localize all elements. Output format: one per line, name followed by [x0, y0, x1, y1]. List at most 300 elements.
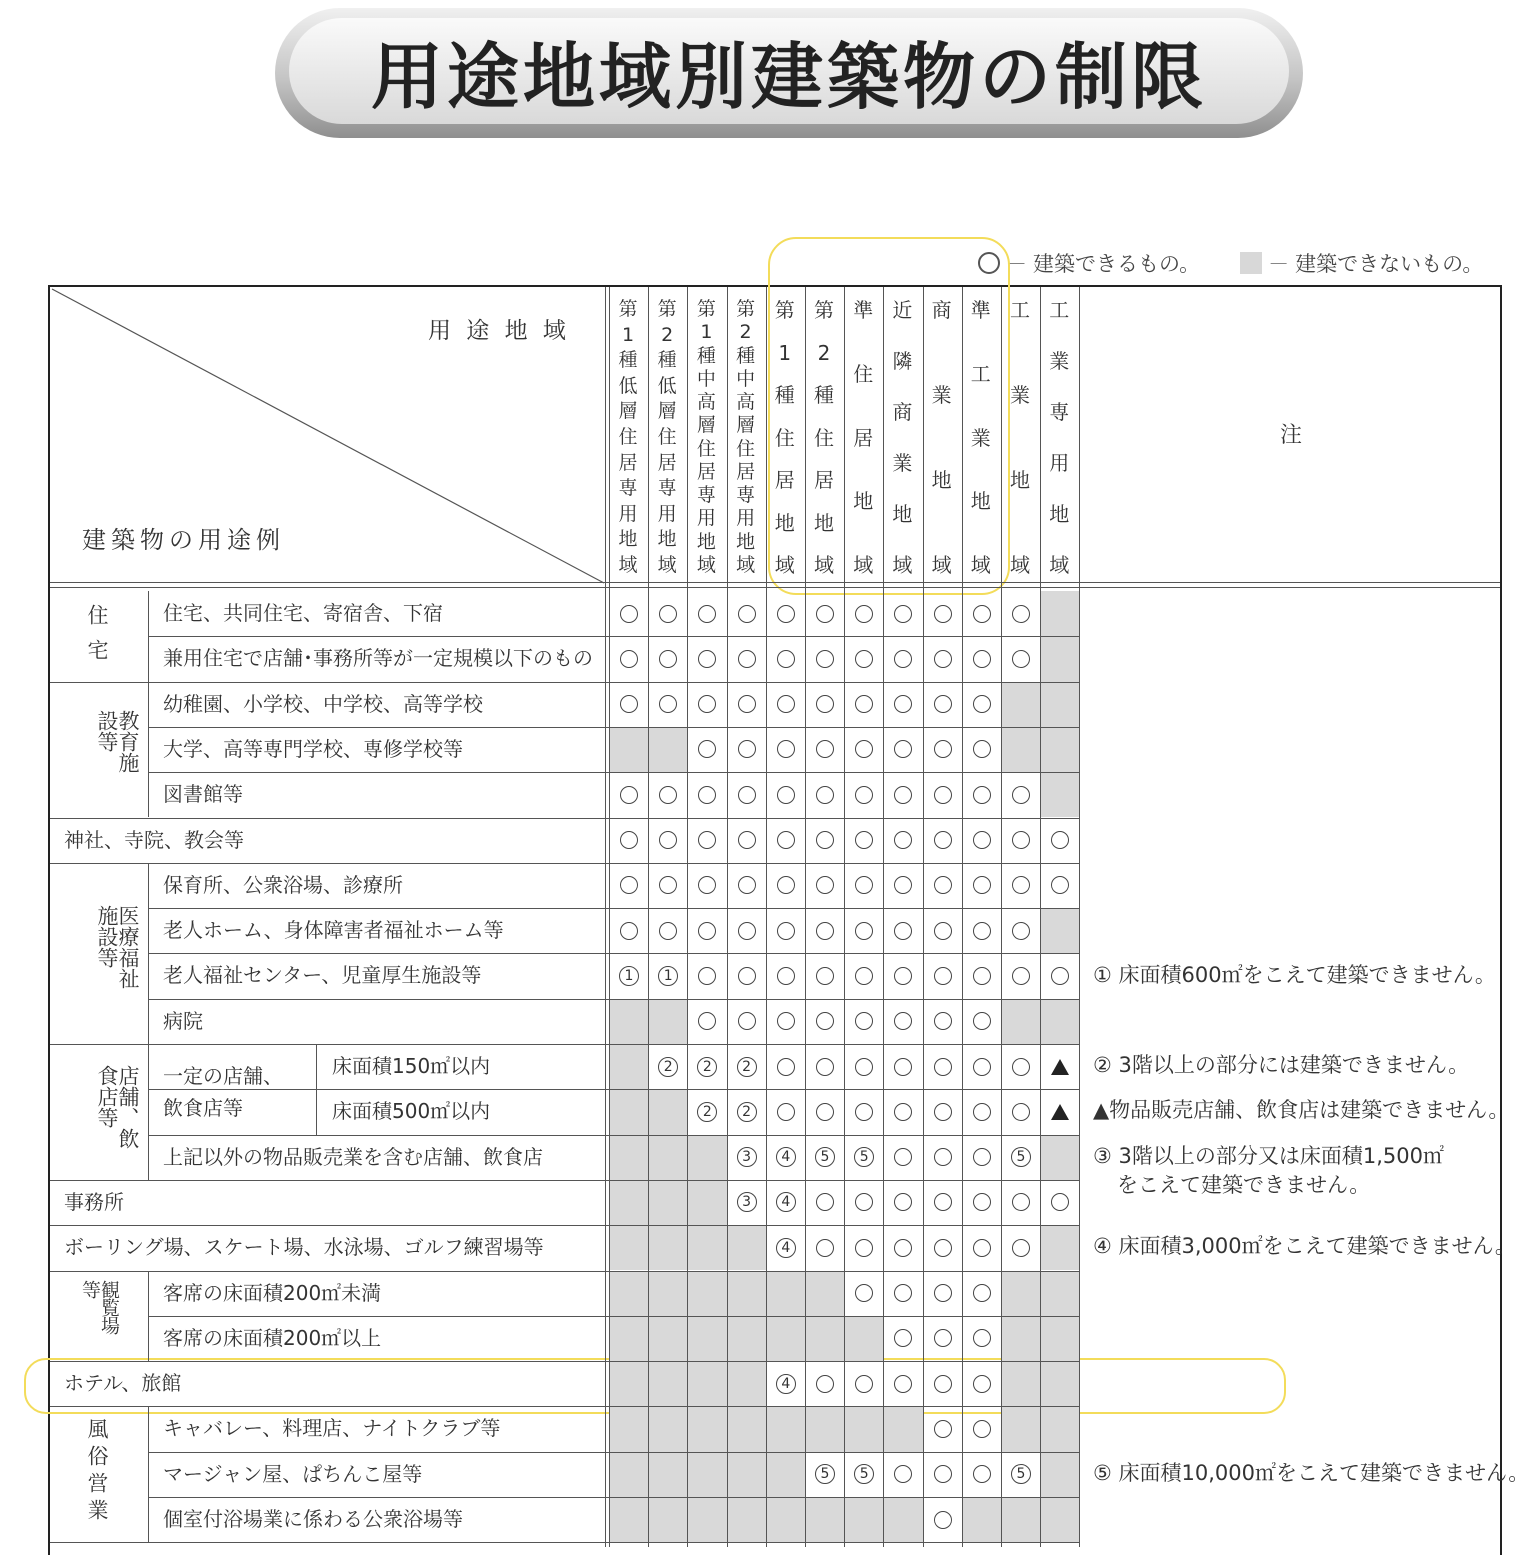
circle-icon: [973, 1465, 991, 1483]
circle-icon: [816, 740, 834, 758]
circle-icon: [698, 786, 716, 804]
numbered-circle-icon: 5: [815, 1464, 835, 1484]
restricted-cell: [1040, 682, 1079, 727]
zone-header-8: [883, 300, 921, 575]
circle-icon: [816, 1193, 834, 1211]
zone-header-char: 地: [618, 528, 638, 551]
circle-icon: [934, 1465, 952, 1483]
circle-icon: [894, 967, 912, 985]
circle-icon: [973, 1329, 991, 1347]
permitted-mark: [962, 636, 1002, 681]
permitted-mark: [766, 999, 806, 1044]
note-2: ② 3階以上の部分には建築できません。: [1093, 1053, 1470, 1077]
zone-header-char: 工: [1010, 298, 1030, 322]
zone-header-char: 地: [814, 510, 834, 535]
group-divider: [148, 863, 149, 1044]
circle-icon: [659, 786, 677, 804]
zone-header-char: 層: [618, 400, 638, 423]
circle-icon: [620, 876, 638, 894]
circle-icon: [934, 1329, 952, 1347]
restricted-cell: [609, 1225, 648, 1270]
restricted-cell: [609, 999, 648, 1044]
zone-header-char: 域: [774, 553, 795, 577]
circle-icon: [659, 831, 677, 849]
condition-mark-2: [727, 1044, 767, 1089]
row-label: 病院: [163, 1008, 203, 1033]
permitted-mark: [883, 772, 923, 817]
restricted-cell: [687, 1497, 726, 1542]
permitted-mark: [923, 772, 963, 817]
permitted-mark: [609, 818, 649, 863]
restricted-cell: [766, 1406, 805, 1451]
circle-icon: [855, 786, 873, 804]
permitted-mark: [844, 772, 884, 817]
restricted-cell: [609, 1271, 648, 1316]
circle-icon: [934, 967, 952, 985]
circle-icon: [855, 1239, 873, 1257]
permitted-mark: [883, 818, 923, 863]
permitted-mark: [727, 772, 767, 817]
zone-header-char: 地: [696, 530, 716, 553]
row-label: 保育所、公衆浴場、診療所: [163, 872, 403, 897]
restricted-cell: [648, 1180, 687, 1225]
zone-header-char: 第: [814, 298, 834, 322]
permitted-mark: [727, 591, 767, 636]
circle-icon: [816, 922, 834, 940]
zone-header-char: 居: [853, 425, 874, 450]
permitted-mark: [923, 1497, 963, 1542]
circle-icon: [816, 1375, 834, 1393]
permitted-mark: [687, 591, 727, 636]
restricted-cell: [609, 1089, 648, 1134]
zone-header-char: 業: [931, 383, 952, 407]
row-label: 客席の床面積200㎡以上: [163, 1325, 382, 1350]
restricted-cell: [766, 1452, 805, 1497]
permitted-mark: [844, 818, 884, 863]
restricted-cell: [1001, 1497, 1040, 1542]
restricted-cell: [1040, 908, 1079, 953]
permitted-mark: [844, 1089, 884, 1134]
zone-header-char: 低: [657, 374, 677, 397]
restricted-cell: [727, 1406, 766, 1451]
note-5: をこえて建築できません。: [1117, 1173, 1371, 1197]
circle-icon: [738, 740, 756, 758]
row-divider: [50, 1542, 1079, 1543]
group-divider: [148, 591, 149, 682]
row-label: 上記以外の物品販売業を含む店舗、飲食店: [163, 1144, 543, 1169]
restricted-cell: [1040, 772, 1079, 817]
circle-icon: [698, 967, 716, 985]
restricted-cell: [609, 1406, 648, 1451]
circle-icon: [816, 1058, 834, 1076]
permitted-mark: [687, 999, 727, 1044]
circle-icon: [659, 876, 677, 894]
permitted-mark: [923, 682, 963, 727]
note-7: ⑤ 床面積10,000㎡をこえて建築できません。: [1093, 1461, 1530, 1485]
circle-icon: [973, 876, 991, 894]
condition-mark-2: [648, 1044, 688, 1089]
circle-icon: [894, 695, 912, 713]
zone-header-char: 域: [657, 553, 677, 576]
restricted-cell: [1001, 1316, 1040, 1361]
restricted-cell: [883, 1406, 922, 1451]
circle-icon: [934, 1284, 952, 1302]
triangle-icon: [1051, 1104, 1069, 1120]
zone-header-char: 種: [736, 344, 756, 367]
zone-header-char: 居: [618, 451, 638, 474]
circle-icon: [934, 605, 952, 623]
zone-header-char: 域: [814, 553, 834, 577]
zone-header-char: 住: [696, 437, 716, 460]
circle-icon: [738, 967, 756, 985]
permitted-mark: [883, 1180, 923, 1225]
permitted-mark: [766, 908, 806, 953]
permitted-mark: [727, 908, 767, 953]
permitted-mark: [648, 772, 688, 817]
zone-header-char: 域: [696, 553, 716, 576]
permitted-mark: [1040, 818, 1080, 863]
zone-header-char: 種: [657, 349, 677, 372]
zone-header-char: 域: [853, 553, 874, 577]
circle-icon: [973, 786, 991, 804]
condition-mark-4: [766, 1180, 806, 1225]
restricted-cell: [883, 1497, 922, 1542]
permitted-mark: [962, 863, 1002, 908]
restricted-cell: [1040, 1225, 1079, 1270]
circle-icon: [973, 1239, 991, 1257]
permitted-mark: [687, 727, 727, 772]
permitted-mark: [648, 908, 688, 953]
circle-icon: [855, 1375, 873, 1393]
restricted-cell: [609, 1316, 648, 1361]
circle-icon: [816, 786, 834, 804]
permitted-mark: [687, 636, 727, 681]
permitted-mark: [883, 1271, 923, 1316]
restricted-cell: [727, 1361, 766, 1406]
zone-header-char: 用: [696, 507, 716, 530]
permitted-mark: [805, 636, 845, 681]
zone-header-char: 居: [657, 451, 677, 474]
restricted-cell: [1040, 591, 1079, 636]
circle-icon: [973, 695, 991, 713]
circle-icon: [855, 1103, 873, 1121]
zone-header-char: 地: [657, 528, 677, 551]
restricted-cell: [648, 727, 687, 772]
restricted-cell: [727, 1452, 766, 1497]
circle-icon: [1012, 922, 1030, 940]
zone-header-char: 専: [1049, 400, 1070, 424]
permitted-mark: [962, 591, 1002, 636]
circle-icon: [777, 740, 795, 758]
restricted-cell: [648, 1225, 687, 1270]
circle-icon: [816, 650, 834, 668]
use-header-label: 建築物の用途例: [82, 526, 285, 554]
restricted-cell: [844, 1316, 883, 1361]
circle-icon: [855, 1012, 873, 1030]
circle-icon: [934, 1103, 952, 1121]
permitted-mark: [727, 863, 767, 908]
zone-header-char: 第: [736, 298, 756, 320]
zone-header-char: 住: [736, 437, 756, 460]
zone-header-char: 域: [892, 553, 913, 577]
circle-icon: [973, 1284, 991, 1302]
permitted-mark: [962, 1452, 1002, 1497]
circle-icon: [738, 831, 756, 849]
zone-header-char: 居: [774, 468, 795, 492]
permitted-mark: [923, 1225, 963, 1270]
zone-header-char: 第: [774, 298, 795, 322]
circle-icon: [1051, 1193, 1069, 1211]
permitted-mark: [1001, 1225, 1041, 1270]
circle-icon: [738, 786, 756, 804]
permitted-mark: [1001, 591, 1041, 636]
permitted-mark: [609, 863, 649, 908]
circle-icon: [777, 1103, 795, 1121]
permitted-mark: [805, 1361, 845, 1406]
permitted-mark: [923, 1044, 963, 1089]
note-4: ③ 3階以上の部分又は床面積1,500㎡: [1093, 1144, 1444, 1168]
legend-dash: －: [1006, 252, 1027, 276]
circle-icon: [738, 922, 756, 940]
permitted-mark: [883, 1361, 923, 1406]
zone-header-char: 第: [696, 298, 716, 320]
permitted-mark: [844, 1225, 884, 1270]
zone-header-char: 専: [618, 477, 638, 500]
circle-icon: [777, 876, 795, 894]
row-label: 個室付浴場業に係わる公衆浴場等: [163, 1507, 463, 1531]
permitted-mark: [687, 772, 727, 817]
circle-icon: [816, 695, 834, 713]
circle-icon: [934, 1420, 952, 1438]
restricted-cell: [687, 1316, 726, 1361]
zone-header-char: 業: [892, 451, 913, 475]
permitted-mark: [805, 591, 845, 636]
numbered-circle-icon: 4: [776, 1238, 796, 1258]
circle-icon: [777, 650, 795, 668]
note-6: ④ 床面積3,000㎡をこえて建築できません。: [1093, 1234, 1516, 1258]
zone-header-11: [1001, 300, 1039, 575]
permitted-mark: [883, 999, 923, 1044]
condition-mark-5: [805, 1135, 845, 1180]
numbered-circle-icon: 2: [697, 1057, 717, 1077]
permitted-mark: [883, 727, 923, 772]
permitted-mark: [923, 1452, 963, 1497]
zone-header-char: 住: [657, 425, 677, 448]
circle-icon: [698, 740, 716, 758]
circle-icon: [816, 605, 834, 623]
circle-icon: [973, 1058, 991, 1076]
zone-header-label: 用 途 地 域: [428, 318, 570, 344]
restricted-cell: [727, 1225, 766, 1270]
permitted-mark: [883, 1135, 923, 1180]
group-divider: [148, 1271, 149, 1362]
row-label: 事務所: [64, 1189, 124, 1214]
zone-header-char: 域: [736, 553, 756, 576]
restricted-cell: [648, 1361, 687, 1406]
restricted-cell: [687, 1271, 726, 1316]
permitted-mark: [962, 1180, 1002, 1225]
zone-header-char: 居: [736, 460, 756, 483]
permitted-mark: [1040, 1180, 1080, 1225]
circle-icon: [738, 1012, 756, 1030]
circle-icon: [894, 786, 912, 804]
circle-icon: [894, 605, 912, 623]
permitted-mark: [883, 1044, 923, 1089]
row-label: ホテル、旅館: [64, 1371, 182, 1396]
restricted-cell: [687, 1452, 726, 1497]
circle-icon: [934, 1239, 952, 1257]
zone-header-char: 1: [621, 323, 635, 346]
circle-icon: [855, 876, 873, 894]
restricted-cell: [1040, 1497, 1079, 1542]
circle-icon: [973, 831, 991, 849]
circle-icon: [659, 650, 677, 668]
condition-mark-3: [727, 1180, 767, 1225]
circle-icon: [894, 1329, 912, 1347]
permitted-mark: [962, 1406, 1002, 1451]
restricted-cell: [609, 1180, 648, 1225]
restricted-cell: [1001, 999, 1040, 1044]
permitted-mark: [687, 818, 727, 863]
circle-icon: [894, 1375, 912, 1393]
permitted-mark: [609, 908, 649, 953]
zone-header-char: 専: [696, 484, 716, 507]
circle-icon: [698, 605, 716, 623]
zone-header-char: 住: [774, 425, 795, 450]
row-label: 老人福祉センター、児童厚生施設等: [163, 963, 482, 988]
group-divider: [148, 682, 149, 818]
permitted-mark: [844, 636, 884, 681]
restricted-cell: [609, 1135, 648, 1180]
numbered-circle-icon: 2: [697, 1102, 717, 1122]
circle-icon: [620, 922, 638, 940]
zone-header-1: [609, 300, 647, 575]
permitted-mark: [923, 1271, 963, 1316]
zone-header-char: 準: [970, 298, 991, 322]
column-divider: [605, 287, 606, 1547]
permitted-mark: [805, 818, 845, 863]
permitted-mark: [844, 591, 884, 636]
condition-mark-4: [766, 1135, 806, 1180]
circle-icon: [973, 1193, 991, 1211]
numbered-circle-icon: 5: [854, 1464, 874, 1484]
restricted-cell: [1001, 1271, 1040, 1316]
circle-icon: [973, 605, 991, 623]
permitted-mark: [923, 818, 963, 863]
permitted-mark: [962, 682, 1002, 727]
permitted-mark: [883, 1452, 923, 1497]
restricted-cell: [1040, 1316, 1079, 1361]
zone-header-char: 域: [618, 553, 638, 576]
permitted-mark: [1001, 772, 1041, 817]
zone-header-3: [687, 300, 725, 575]
zone-header-char: 地: [931, 468, 952, 492]
restricted-cell: [766, 1271, 805, 1316]
circle-icon: [620, 605, 638, 623]
zone-header-2: [648, 300, 686, 575]
permitted-mark: [648, 863, 688, 908]
header-rule: [50, 587, 1500, 588]
restricted-cell: [805, 1406, 844, 1451]
permitted-mark: [727, 999, 767, 1044]
numbered-circle-icon: 2: [737, 1057, 757, 1077]
numbered-circle-icon: 5: [1011, 1147, 1031, 1167]
circle-icon: [816, 1239, 834, 1257]
zone-header-char: 専: [736, 484, 756, 507]
permitted-mark: [923, 1406, 963, 1451]
restricted-cell: [1040, 727, 1079, 772]
circle-icon: [973, 740, 991, 758]
permitted-mark: [766, 818, 806, 863]
permitted-mark: [962, 1089, 1002, 1134]
permitted-mark: [923, 591, 963, 636]
zone-header-char: 高: [696, 391, 716, 414]
permitted-mark: [1001, 1180, 1041, 1225]
permitted-mark: [687, 908, 727, 953]
restricted-cell: [609, 1497, 648, 1542]
circle-icon: [698, 922, 716, 940]
permitted-mark: [648, 818, 688, 863]
zone-header-char: 地: [1010, 468, 1030, 492]
circle-icon: [698, 831, 716, 849]
zone-header-char: 用: [1049, 451, 1070, 475]
zone-header-char: 業: [970, 425, 991, 450]
permitted-mark: [805, 953, 845, 998]
permitted-mark: [844, 953, 884, 998]
circle-icon: [934, 786, 952, 804]
condition-mark-5: [805, 1452, 845, 1497]
permitted-mark: [962, 727, 1002, 772]
restricted-cell: [609, 1361, 648, 1406]
zone-header-7: [844, 300, 882, 575]
circle-icon: [777, 605, 795, 623]
zone-header-char: 種: [696, 344, 716, 367]
restricted-cell: [1040, 1135, 1079, 1180]
restricted-cell: [1001, 1406, 1040, 1451]
permitted-mark: [883, 682, 923, 727]
circle-icon: [934, 1012, 952, 1030]
circle-icon: [934, 695, 952, 713]
circle-icon: [1012, 1058, 1030, 1076]
permitted-mark: [766, 1089, 806, 1134]
circle-icon: [816, 967, 834, 985]
zone-header-char: 地: [774, 510, 795, 535]
condition-mark-5: [1001, 1135, 1041, 1180]
circle-icon: [855, 650, 873, 668]
numbered-circle-icon: 1: [619, 966, 639, 986]
zone-header-char: 低: [618, 374, 638, 397]
page-title: 用途地域別建築物の制限: [289, 18, 1289, 124]
numbered-circle-icon: 3: [737, 1147, 757, 1167]
gray-box-icon: [1240, 252, 1262, 274]
restricted-cell: [766, 1497, 805, 1542]
circle-icon: [1012, 831, 1030, 849]
permitted-mark: [648, 682, 688, 727]
zone-header-char: 2: [661, 323, 674, 346]
circle-icon: [659, 695, 677, 713]
triangle-mark: [1040, 1089, 1080, 1134]
restricted-cell: [648, 1135, 687, 1180]
condition-mark-5: [844, 1135, 884, 1180]
numbered-circle-icon: 4: [776, 1374, 796, 1394]
restricted-cell: [609, 727, 648, 772]
permitted-mark: [844, 682, 884, 727]
permitted-mark: [844, 1361, 884, 1406]
zone-header-char: 種: [774, 383, 795, 407]
permitted-mark: [805, 772, 845, 817]
condition-mark-2: [687, 1044, 727, 1089]
condition-mark-5: [844, 1452, 884, 1497]
